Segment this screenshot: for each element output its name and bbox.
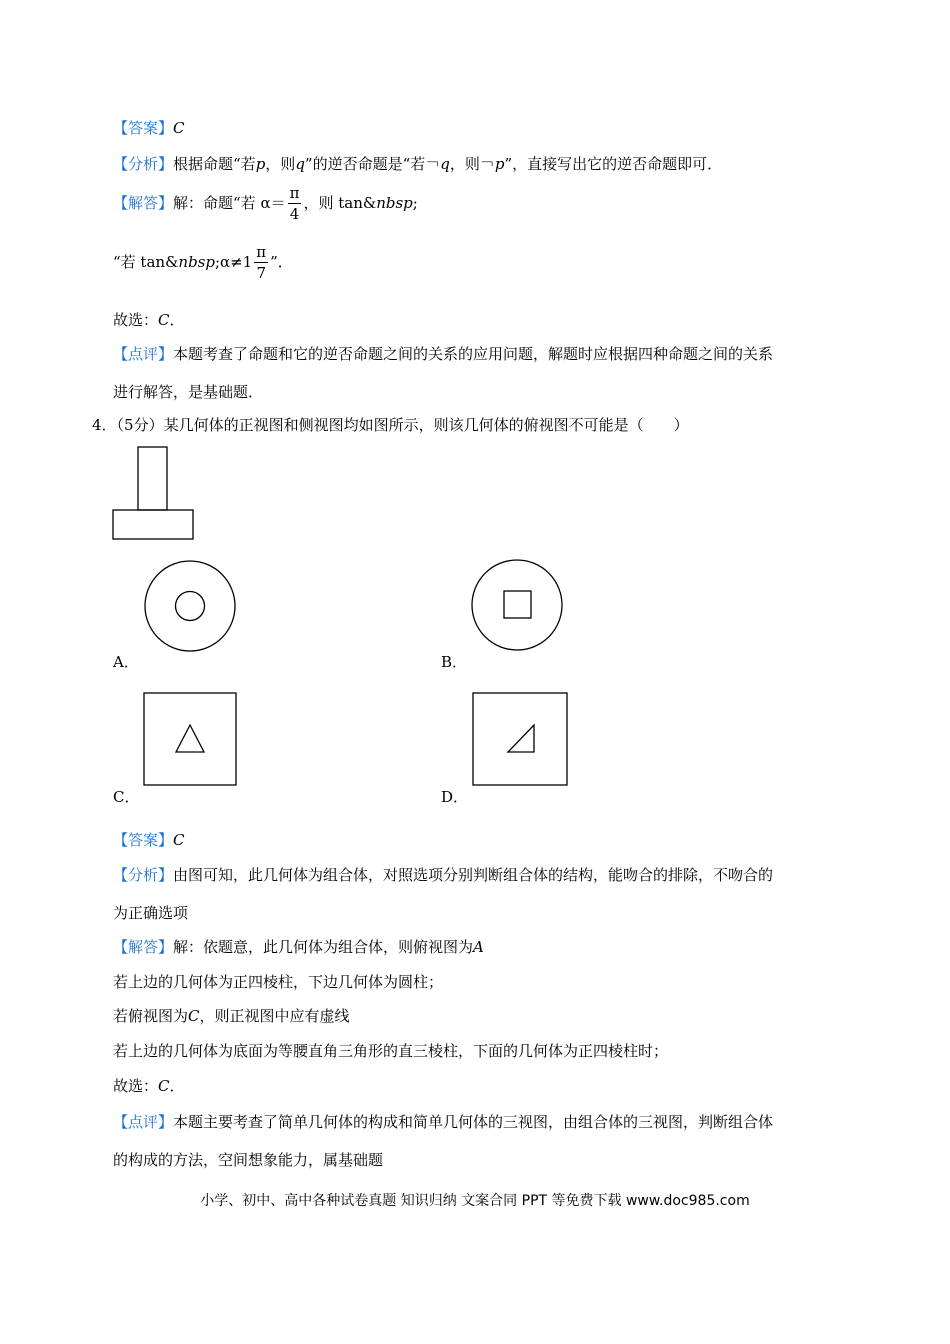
lower-base-outline — [113, 510, 193, 539]
option-label: D． — [441, 788, 469, 806]
option-d-figure — [470, 690, 570, 788]
solution-tag: 【解答】 — [113, 194, 174, 212]
q4-solution-line-4 — [113, 1040, 668, 1061]
answer-tag: 【答案】 — [113, 119, 174, 137]
solution-text: ; — [412, 194, 418, 212]
fraction-pi-7 — [254, 245, 268, 281]
option-b-figure — [468, 557, 566, 655]
q4-comment-line — [113, 1111, 773, 1132]
q4-solution-line-3 — [113, 1005, 350, 1026]
answer-tag: 【答案】 — [113, 831, 174, 849]
comment-tag: 【点评】 — [113, 1113, 174, 1131]
outer-circle — [472, 560, 562, 650]
comment-line — [113, 343, 773, 364]
q4-analysis-line — [113, 864, 773, 885]
solution-var: C — [188, 1007, 200, 1025]
q4-solution-line-2 — [113, 971, 443, 992]
solution-text: nbsp — [376, 194, 413, 212]
var-p: p — [255, 155, 266, 173]
solution-text: ，则正视图中应有虚线 — [199, 1007, 350, 1025]
question-stem — [92, 414, 689, 435]
answer-line — [113, 117, 185, 138]
answer-value: C — [173, 831, 185, 849]
analysis-text: 根据命题“若 — [173, 155, 256, 173]
fraction-pi-4 — [288, 186, 302, 222]
analysis-text: 由图可知，此几何体为组合体，对照选项分别判断组合体的结构，能吻合的排除，不吻合的 — [173, 866, 774, 884]
comment-text: 进行解答，是基础题． — [113, 383, 264, 401]
solution-text: 若上边的几何体为正四棱柱，下边几何体为圆柱； — [113, 973, 444, 991]
comment-text: 本题考查了命题和它的逆否命题之间的关系的应用问题，解题时应根据四种命题之间的关系 — [173, 345, 774, 363]
isosceles-triangle — [176, 725, 204, 752]
solution-text: ”． — [270, 253, 293, 271]
var-q: q — [295, 155, 305, 173]
comment-text: 本题主要考查了简单几何体的构成和简单几何体的三视图，由组合体的三视图，判断组合体 — [173, 1113, 774, 1131]
q4-answer-line — [113, 829, 185, 850]
fraction-numerator: π — [289, 184, 300, 202]
analysis-text: ，则 — [265, 155, 296, 173]
comment-text: 的构成的方法，空间想象能力，属基础题 — [113, 1151, 384, 1169]
solution-var: A — [473, 938, 484, 956]
var-q: q — [440, 155, 450, 173]
choose-line — [113, 309, 185, 330]
analysis-line — [113, 153, 722, 174]
var-p: p — [494, 155, 505, 173]
inner-circle — [176, 592, 205, 621]
option-label: B． — [441, 653, 468, 671]
option-label: C． — [113, 788, 140, 806]
question-text: 4．（5分）某几何体的正视图和侧视图均如图所示，则该几何体的俯视图不可能是（ ） — [92, 416, 689, 434]
option-label: A． — [113, 653, 139, 671]
outer-circle — [145, 561, 235, 651]
q4-choose-line — [113, 1075, 185, 1096]
solution-line — [113, 186, 418, 222]
solution-text: “若 tan& — [113, 253, 179, 271]
choose-label: 故选： — [113, 1077, 159, 1095]
page-footer: 小学、初中、高中各种试卷真题 知识归纳 文案合同 PPT 等免费下载 www.doc985.com — [200, 1193, 750, 1209]
outer-square — [144, 693, 236, 785]
option-b-label — [441, 651, 467, 672]
analysis-tag: 【分析】 — [113, 155, 174, 173]
analysis-text: ”的逆否命题是“若￢ — [304, 155, 441, 173]
solution-text: nbsp — [178, 253, 215, 271]
analysis-text: ，则￢ — [449, 155, 495, 173]
solution-line-2 — [113, 245, 293, 281]
upper-prism-outline — [138, 447, 167, 510]
solution-tag: 【解答】 — [113, 938, 174, 956]
option-d-label — [441, 786, 468, 807]
option-c-figure — [142, 690, 240, 788]
inner-square — [504, 591, 531, 618]
comment-line-2 — [113, 381, 263, 402]
q4-solution-line — [113, 936, 484, 957]
choose-label: 故选： — [113, 311, 159, 329]
q4-analysis-line-2 — [113, 902, 188, 923]
solution-text: ，则 tan& — [303, 194, 377, 212]
fraction-numerator: π — [256, 243, 267, 261]
choose-value: C — [158, 311, 170, 329]
option-a-figure — [141, 558, 239, 656]
solution-text: 解：命题“若 α＝ — [173, 194, 286, 212]
solution-text: ;α≠1 — [214, 253, 253, 271]
analysis-tag: 【分析】 — [113, 866, 174, 884]
fraction-denominator: 7 — [256, 264, 266, 282]
solution-text: 若上边的几何体为底面为等腰直角三角形的直三棱柱，下面的几何体为正四棱柱时； — [113, 1042, 669, 1060]
fraction-denominator: 4 — [289, 205, 300, 223]
answer-value: C — [173, 119, 185, 137]
comment-tag: 【点评】 — [113, 345, 174, 363]
solution-text: 解：依题意，此几何体为组合体，则俯视图为 — [173, 938, 474, 956]
solution-text: 若俯视图为 — [113, 1007, 189, 1025]
q4-comment-line-2 — [113, 1149, 383, 1170]
option-c-label — [113, 786, 139, 807]
choose-value: C — [158, 1077, 170, 1095]
front-side-view-figure — [112, 446, 196, 542]
analysis-text: ”，直接写出它的逆否命题即可． — [504, 155, 723, 173]
choose-end: ． — [169, 1077, 185, 1095]
analysis-text: 为正确选项 — [113, 904, 189, 922]
option-a-label — [113, 651, 139, 672]
right-triangle — [508, 725, 534, 752]
choose-end: ． — [169, 311, 185, 329]
